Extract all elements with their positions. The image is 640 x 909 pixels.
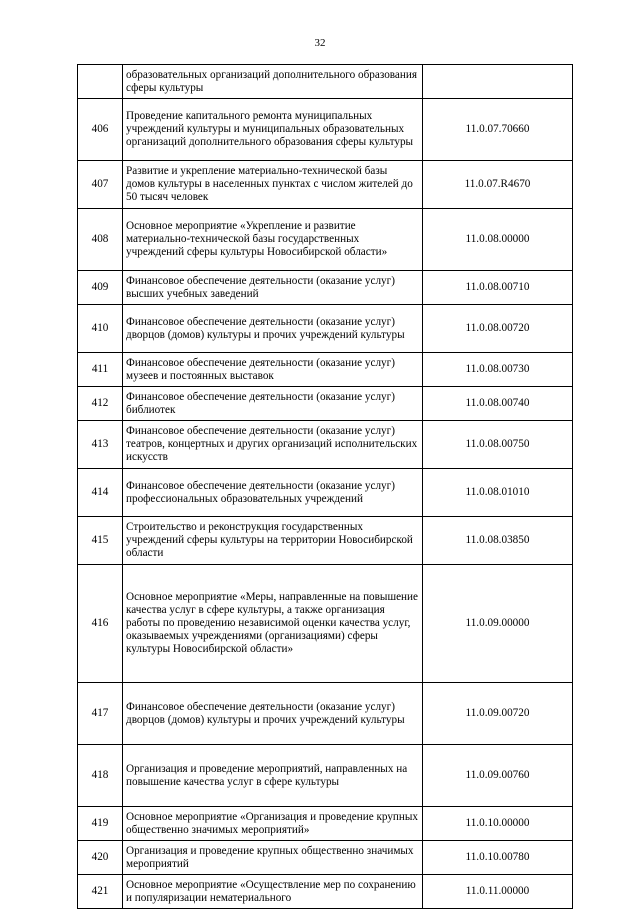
table-row	[78, 65, 573, 99]
row-number: 420	[78, 841, 123, 875]
table-row	[78, 271, 573, 305]
row-number: 416	[78, 565, 123, 683]
table-row	[78, 421, 573, 469]
row-name: Основное мероприятие «Укрепление и развитие материально-технической базы государственных учреждений сферы культуры Новосибирской области»	[123, 209, 423, 271]
row-number: 418	[78, 745, 123, 807]
row-name: Основное мероприятие «Организация и проведение крупных общественно значимых мероприятий»	[123, 807, 423, 841]
table-row	[78, 305, 573, 353]
row-number: 409	[78, 271, 123, 305]
table-row	[78, 469, 573, 517]
row-number: 406	[78, 99, 123, 161]
table-row	[78, 517, 573, 565]
row-number: 417	[78, 683, 123, 745]
row-code: 11.0.10.00000	[423, 807, 573, 841]
row-code: 11.0.07.R4670	[423, 161, 573, 209]
row-name: Финансовое обеспечение деятельности (оказание услуг) дворцов (домов) культуры и прочих учреждений культуры	[123, 683, 423, 745]
row-code: 11.0.07.70660	[423, 99, 573, 161]
table-row	[78, 841, 573, 875]
row-number: 419	[78, 807, 123, 841]
row-code: 11.0.08.00720	[423, 305, 573, 353]
row-name: Финансовое обеспечение деятельности (оказание услуг) дворцов (домов) культуры и прочих учреждений культуры	[123, 305, 423, 353]
row-code: 11.0.08.00740	[423, 387, 573, 421]
registry-table-body	[78, 65, 573, 909]
row-number: 413	[78, 421, 123, 469]
row-code: 11.0.09.00760	[423, 745, 573, 807]
row-code: 11.0.08.00710	[423, 271, 573, 305]
row-name: Финансовое обеспечение деятельности (оказание услуг) музеев и постоянных выставок	[123, 353, 423, 387]
table-row	[78, 565, 573, 683]
row-name: Финансовое обеспечение деятельности (оказание услуг) высших учебных заведений	[123, 271, 423, 305]
row-name: Строительство и реконструкция государственных учреждений сферы культуры на территории Новосибирской области	[123, 517, 423, 565]
row-code: 11.0.08.00000	[423, 209, 573, 271]
row-number: 407	[78, 161, 123, 209]
registry-table	[77, 64, 573, 909]
table-row	[78, 387, 573, 421]
row-name: Развитие и укрепление материально-технической базы домов культуры в населенных пунктах с числом жителей до 50 тысяч человек	[123, 161, 423, 209]
table-row	[78, 875, 573, 909]
row-code: 11.0.10.00780	[423, 841, 573, 875]
table-row	[78, 209, 573, 271]
row-number: 411	[78, 353, 123, 387]
table-row	[78, 99, 573, 161]
row-name: Основное мероприятие «Меры, направленные на повышение качества услуг в сфере культуры, а также организация работы по проведению независимой оценки качества услуг, оказываемых учреждениями (организациями) сферы культуры Новосибирской области»	[123, 565, 423, 683]
row-code: 11.0.08.00730	[423, 353, 573, 387]
row-name: Проведение капитального ремонта муниципальных учреждений культуры и муниципальных образовательных организаций дополнительного образования сферы культуры	[123, 99, 423, 161]
row-name: Основное мероприятие «Осуществление мер по сохранению и популяризации нематериального	[123, 875, 423, 909]
row-name: Организация и проведение крупных общественно значимых мероприятий	[123, 841, 423, 875]
table-row	[78, 807, 573, 841]
row-number: 421	[78, 875, 123, 909]
page-number: 32	[314, 37, 326, 49]
row-number	[78, 65, 123, 99]
row-code: 11.0.09.00720	[423, 683, 573, 745]
row-name: Организация и проведение мероприятий, направленных на повышение качества услуг в сфере культуры	[123, 745, 423, 807]
row-code: 11.0.08.03850	[423, 517, 573, 565]
row-number: 415	[78, 517, 123, 565]
table-row	[78, 683, 573, 745]
row-name: Финансовое обеспечение деятельности (оказание услуг) библиотек	[123, 387, 423, 421]
row-name: образовательных организаций дополнительного образования сферы культуры	[123, 65, 423, 99]
row-code: 11.0.11.00000	[423, 875, 573, 909]
row-code	[423, 65, 573, 99]
row-code: 11.0.09.00000	[423, 565, 573, 683]
row-number: 414	[78, 469, 123, 517]
table-row	[78, 745, 573, 807]
row-number: 410	[78, 305, 123, 353]
table-row	[78, 353, 573, 387]
table-row	[78, 161, 573, 209]
row-number: 412	[78, 387, 123, 421]
row-code: 11.0.08.01010	[423, 469, 573, 517]
row-code: 11.0.08.00750	[423, 421, 573, 469]
row-number: 408	[78, 209, 123, 271]
row-name: Финансовое обеспечение деятельности (оказание услуг) профессиональных образовательных учреждений	[123, 469, 423, 517]
row-name: Финансовое обеспечение деятельности (оказание услуг) театров, концертных и других организаций исполнительских искусств	[123, 421, 423, 469]
